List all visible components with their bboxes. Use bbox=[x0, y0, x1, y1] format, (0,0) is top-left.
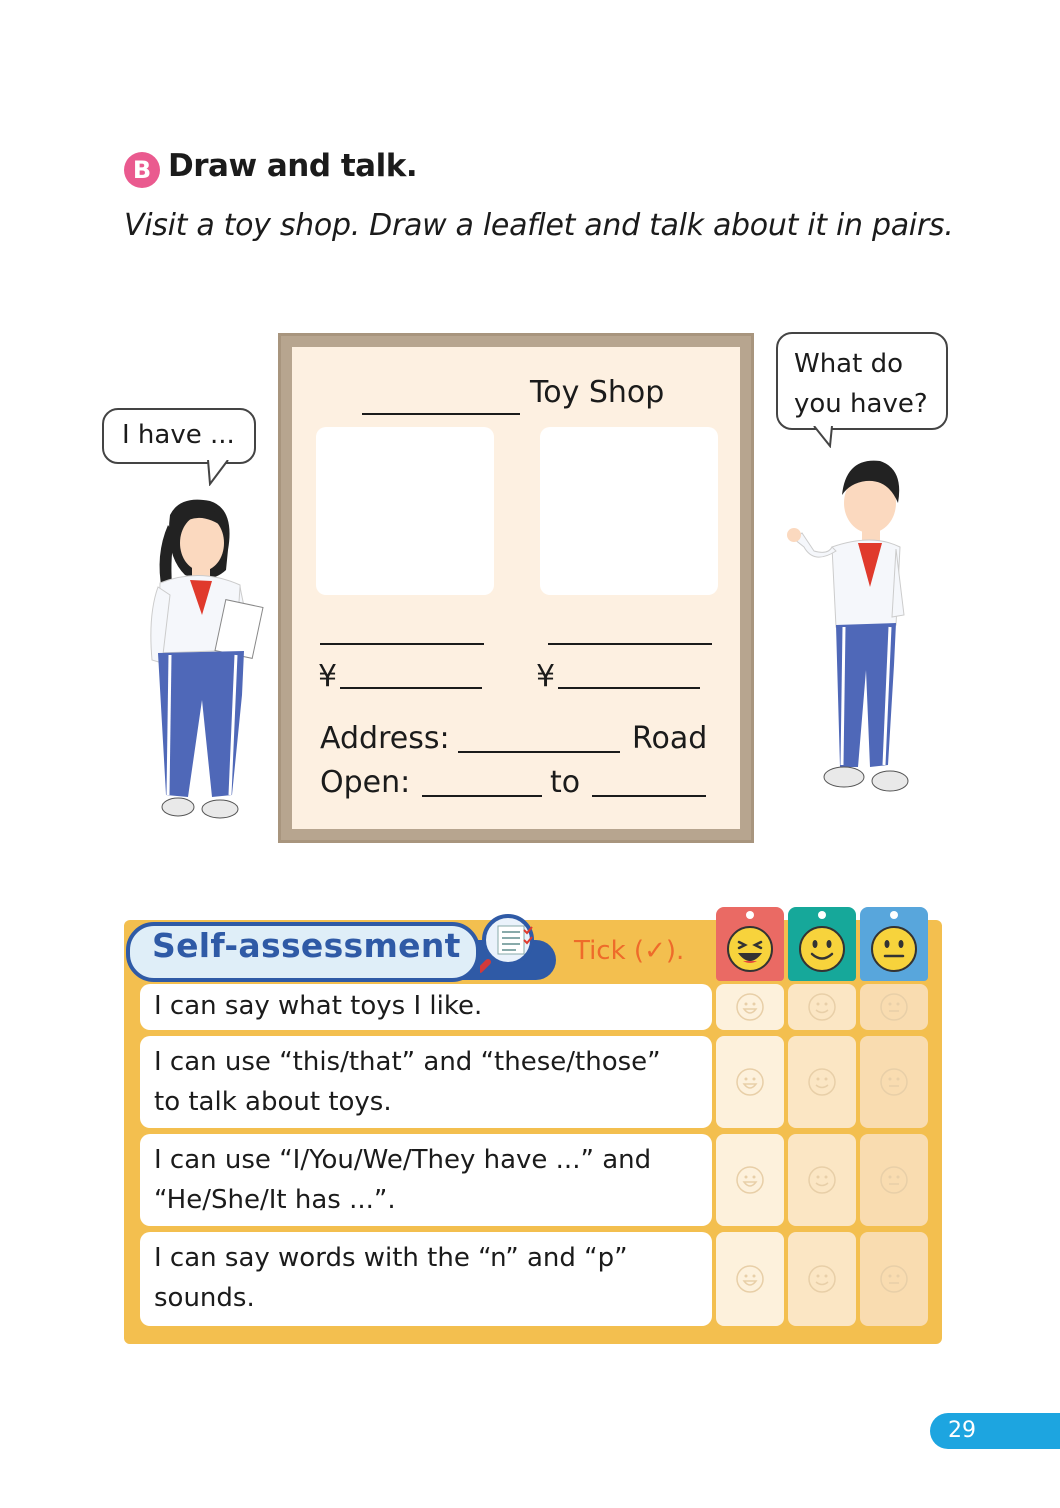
checklist-magnifier-icon bbox=[480, 912, 540, 976]
row-1-text: I can say what toys I like. bbox=[154, 991, 483, 1021]
neutral-face-icon bbox=[870, 925, 918, 973]
laughing-face-icon bbox=[726, 925, 774, 973]
tick-cell-row4-good[interactable] bbox=[788, 1232, 856, 1326]
page-number: 29 bbox=[930, 1413, 1060, 1449]
faded-face-icon bbox=[879, 1264, 909, 1294]
assessment-row-4 bbox=[140, 1232, 712, 1326]
column-header-good bbox=[788, 907, 856, 981]
tick-instruction: Tick (✓). bbox=[574, 936, 685, 966]
boy-speech-line2: you have? bbox=[794, 389, 928, 419]
address-label: Address: bbox=[320, 721, 450, 756]
tick-cell-row2-good[interactable] bbox=[788, 1036, 856, 1128]
row-4-line2: sounds. bbox=[154, 1283, 255, 1313]
boy-speech-line1: What do bbox=[794, 349, 903, 379]
girl-illustration bbox=[140, 495, 270, 830]
faded-face-icon bbox=[735, 992, 765, 1022]
open-label: Open: bbox=[320, 765, 411, 800]
row-3-line2: “He/She/It has ...”. bbox=[154, 1185, 396, 1215]
leaflet-frame bbox=[278, 333, 754, 843]
row-3-line1: I can use “I/You/We/They have ...” and bbox=[154, 1145, 652, 1175]
row-2-line1: I can use “this/that” and “these/those” bbox=[154, 1047, 661, 1077]
shop-name-blank[interactable] bbox=[362, 413, 520, 415]
row-2-line2: to talk about toys. bbox=[154, 1087, 392, 1117]
open-to-blank[interactable] bbox=[592, 795, 706, 797]
section-title: Draw and talk. bbox=[168, 148, 418, 184]
boy-illustration bbox=[784, 455, 914, 805]
toy-shop-label: Toy Shop bbox=[530, 375, 665, 410]
girl-bubble-tail bbox=[202, 458, 232, 486]
drawing-box-left[interactable] bbox=[316, 427, 494, 595]
faded-face-icon bbox=[807, 992, 837, 1022]
faded-face-icon bbox=[735, 1067, 765, 1097]
tick-cell-row4-ok[interactable] bbox=[860, 1232, 928, 1326]
section-badge: B bbox=[124, 152, 160, 188]
faded-face-icon bbox=[807, 1067, 837, 1097]
toy-name-blank-left[interactable] bbox=[320, 643, 484, 645]
tick-cell-row1-good[interactable] bbox=[788, 984, 856, 1030]
yen-sign-right: ¥ bbox=[536, 659, 556, 694]
assessment-row-1 bbox=[140, 984, 712, 1030]
faded-face-icon bbox=[735, 1165, 765, 1195]
tick-cell-row3-great[interactable] bbox=[716, 1134, 784, 1226]
tick-cell-row3-ok[interactable] bbox=[860, 1134, 928, 1226]
leaflet-card bbox=[292, 347, 740, 829]
row-4-line1: I can say words with the “n” and “p” bbox=[154, 1243, 628, 1273]
girl-speech-text: I have ... bbox=[122, 420, 235, 450]
price-blank-right[interactable] bbox=[558, 687, 700, 689]
faded-face-icon bbox=[807, 1165, 837, 1195]
faded-face-icon bbox=[879, 1165, 909, 1195]
self-assessment-title: Self-assessment bbox=[152, 926, 461, 965]
tick-cell-row1-ok[interactable] bbox=[860, 984, 928, 1030]
faded-face-icon bbox=[879, 1067, 909, 1097]
assessment-row-2 bbox=[140, 1036, 712, 1128]
boy-speech-bubble bbox=[776, 332, 948, 430]
drawing-box-right[interactable] bbox=[540, 427, 718, 595]
tick-cell-row1-great[interactable] bbox=[716, 984, 784, 1030]
girl-speech-bubble bbox=[102, 408, 256, 464]
tick-cell-row2-ok[interactable] bbox=[860, 1036, 928, 1128]
price-blank-left[interactable] bbox=[340, 687, 482, 689]
yen-sign-left: ¥ bbox=[318, 659, 338, 694]
tick-cell-row2-great[interactable] bbox=[716, 1036, 784, 1128]
open-from-blank[interactable] bbox=[422, 795, 542, 797]
faded-face-icon bbox=[735, 1264, 765, 1294]
column-header-ok bbox=[860, 907, 928, 981]
road-label: Road bbox=[632, 721, 708, 756]
toy-name-blank-right[interactable] bbox=[548, 643, 712, 645]
column-header-great bbox=[716, 907, 784, 981]
to-label: to bbox=[550, 765, 581, 800]
instruction-text: Visit a toy shop. Draw a leaflet and talk about it in pairs. bbox=[124, 208, 954, 243]
address-blank[interactable] bbox=[458, 751, 620, 753]
faded-face-icon bbox=[807, 1264, 837, 1294]
tick-cell-row4-great[interactable] bbox=[716, 1232, 784, 1326]
boy-bubble-tail bbox=[810, 424, 840, 448]
assessment-row-3 bbox=[140, 1134, 712, 1226]
tick-cell-row3-good[interactable] bbox=[788, 1134, 856, 1226]
faded-face-icon bbox=[879, 992, 909, 1022]
smiling-face-icon bbox=[798, 925, 846, 973]
